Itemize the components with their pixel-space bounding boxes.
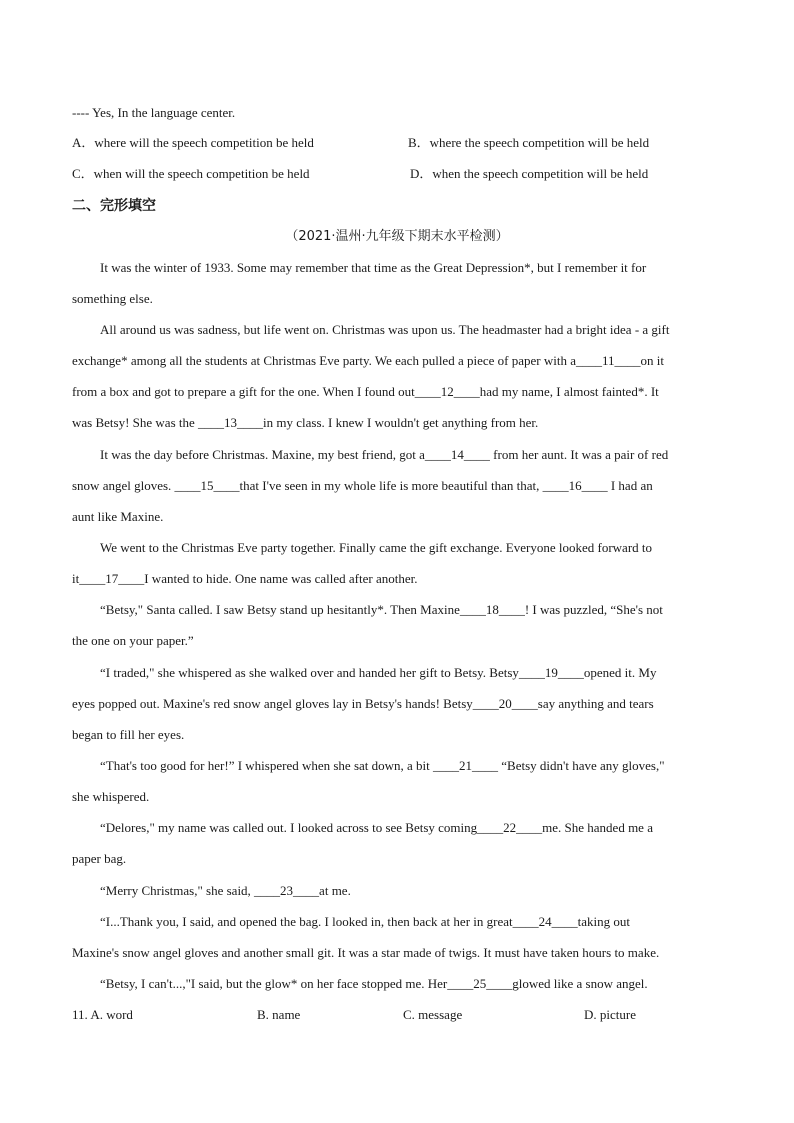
option-b: [408, 134, 649, 152]
passage-line: paper bag.: [72, 851, 127, 866]
option-c: [72, 165, 310, 183]
option-b: B. name: [257, 1007, 301, 1022]
passage-line: All around us was sadness, but life went on. Christmas was upon us. The headmaster had a bright idea - a gift: [100, 322, 670, 337]
passage-line: “Merry Christmas," she said, ____23____at me.: [100, 883, 351, 898]
passage-line: “Delores," my name was called out. I looked across to see Betsy coming____22____me. She handed me a: [100, 820, 653, 835]
answer-line: ---- Yes, In the language center.: [72, 105, 236, 120]
option-c: C. message: [403, 1007, 463, 1022]
passage-line: it____17____I wanted to hide. One name was called after another.: [72, 571, 418, 586]
passage-line: We went to the Christmas Eve party together. Finally came the gift exchange. Everyone looked forward to: [100, 540, 653, 555]
option-text: where the speech competition will be held: [429, 135, 650, 150]
section-heading: 二、完形填空: [72, 198, 156, 214]
question-11: [72, 1006, 133, 1024]
passage-line: she whispered.: [72, 789, 150, 804]
passage-line: something else.: [72, 291, 153, 306]
passage-line: began to fill her eyes.: [72, 727, 185, 742]
option-letter: B．: [408, 135, 430, 150]
passage-line: “Betsy, I can't...,"I said, but the glow* on her face stopped me. Her____25____glowed like a snow angel.: [100, 976, 648, 991]
option-letter: C．: [72, 166, 94, 181]
option-text: when the speech competition will be held: [432, 166, 649, 181]
passage-line: was Betsy! She was the ____13____in my class. I knew I wouldn't get anything from her.: [72, 415, 539, 430]
question-number: 11.: [72, 1007, 88, 1022]
option-a: A. word: [90, 1007, 133, 1022]
option-letter: D．: [410, 166, 433, 181]
passage-line: eyes popped out. Maxine's red snow angel gloves lay in Betsy's hands! Betsy____20____say anything and tears: [72, 696, 654, 711]
passage-line: snow angel gloves. ____15____that I've seen in my whole life is more beautiful than that, ____16____ I had an: [72, 478, 653, 493]
passage-line: Maxine's snow angel gloves and another small git. It was a star made of twigs. It must have taken hours to make.: [72, 945, 660, 960]
passage-line: It was the day before Christmas. Maxine, my best friend, got a____14____ from her aunt. It was a pair of red: [100, 447, 669, 462]
option-text: when will the speech competition be held: [93, 166, 310, 181]
option-text: where will the speech competition be held: [94, 135, 314, 150]
passage-line: “I traded," she whispered as she walked over and handed her gift to Betsy. Betsy____19____opened it. My: [100, 665, 657, 680]
option-d: [410, 165, 648, 183]
passage-line: exchange* among all the students at Christmas Eve party. We each pulled a piece of paper with a____11____on it: [72, 353, 664, 368]
option-a: [72, 134, 314, 152]
option-letter: A．: [72, 135, 95, 150]
option-d: D. picture: [584, 1007, 636, 1022]
passage-line: “Betsy," Santa called. I saw Betsy stand up hesitantly*. Then Maxine____18____! I was puzzled, “She's not: [100, 602, 663, 617]
passage-line: aunt like Maxine.: [72, 509, 164, 524]
passage-line: the one on your paper.”: [72, 633, 194, 648]
passage-line: “That's too good for her!” I whispered when she sat down, a bit ____21____ “Betsy didn't have any gloves,": [100, 758, 665, 773]
section-subtitle: （2021·温州·九年级下期末水平检测）: [285, 229, 509, 244]
passage-line: It was the winter of 1933. Some may remember that time as the Great Depression*, but I remember it for: [100, 260, 647, 275]
passage-line: from a box and got to prepare a gift for the one. When I found out____12____had my name, I almost fainted*. It: [72, 384, 659, 399]
passage-line: “I...Thank you, I said, and opened the bag. I looked in, then back at her in great____24____taking out: [100, 914, 630, 929]
